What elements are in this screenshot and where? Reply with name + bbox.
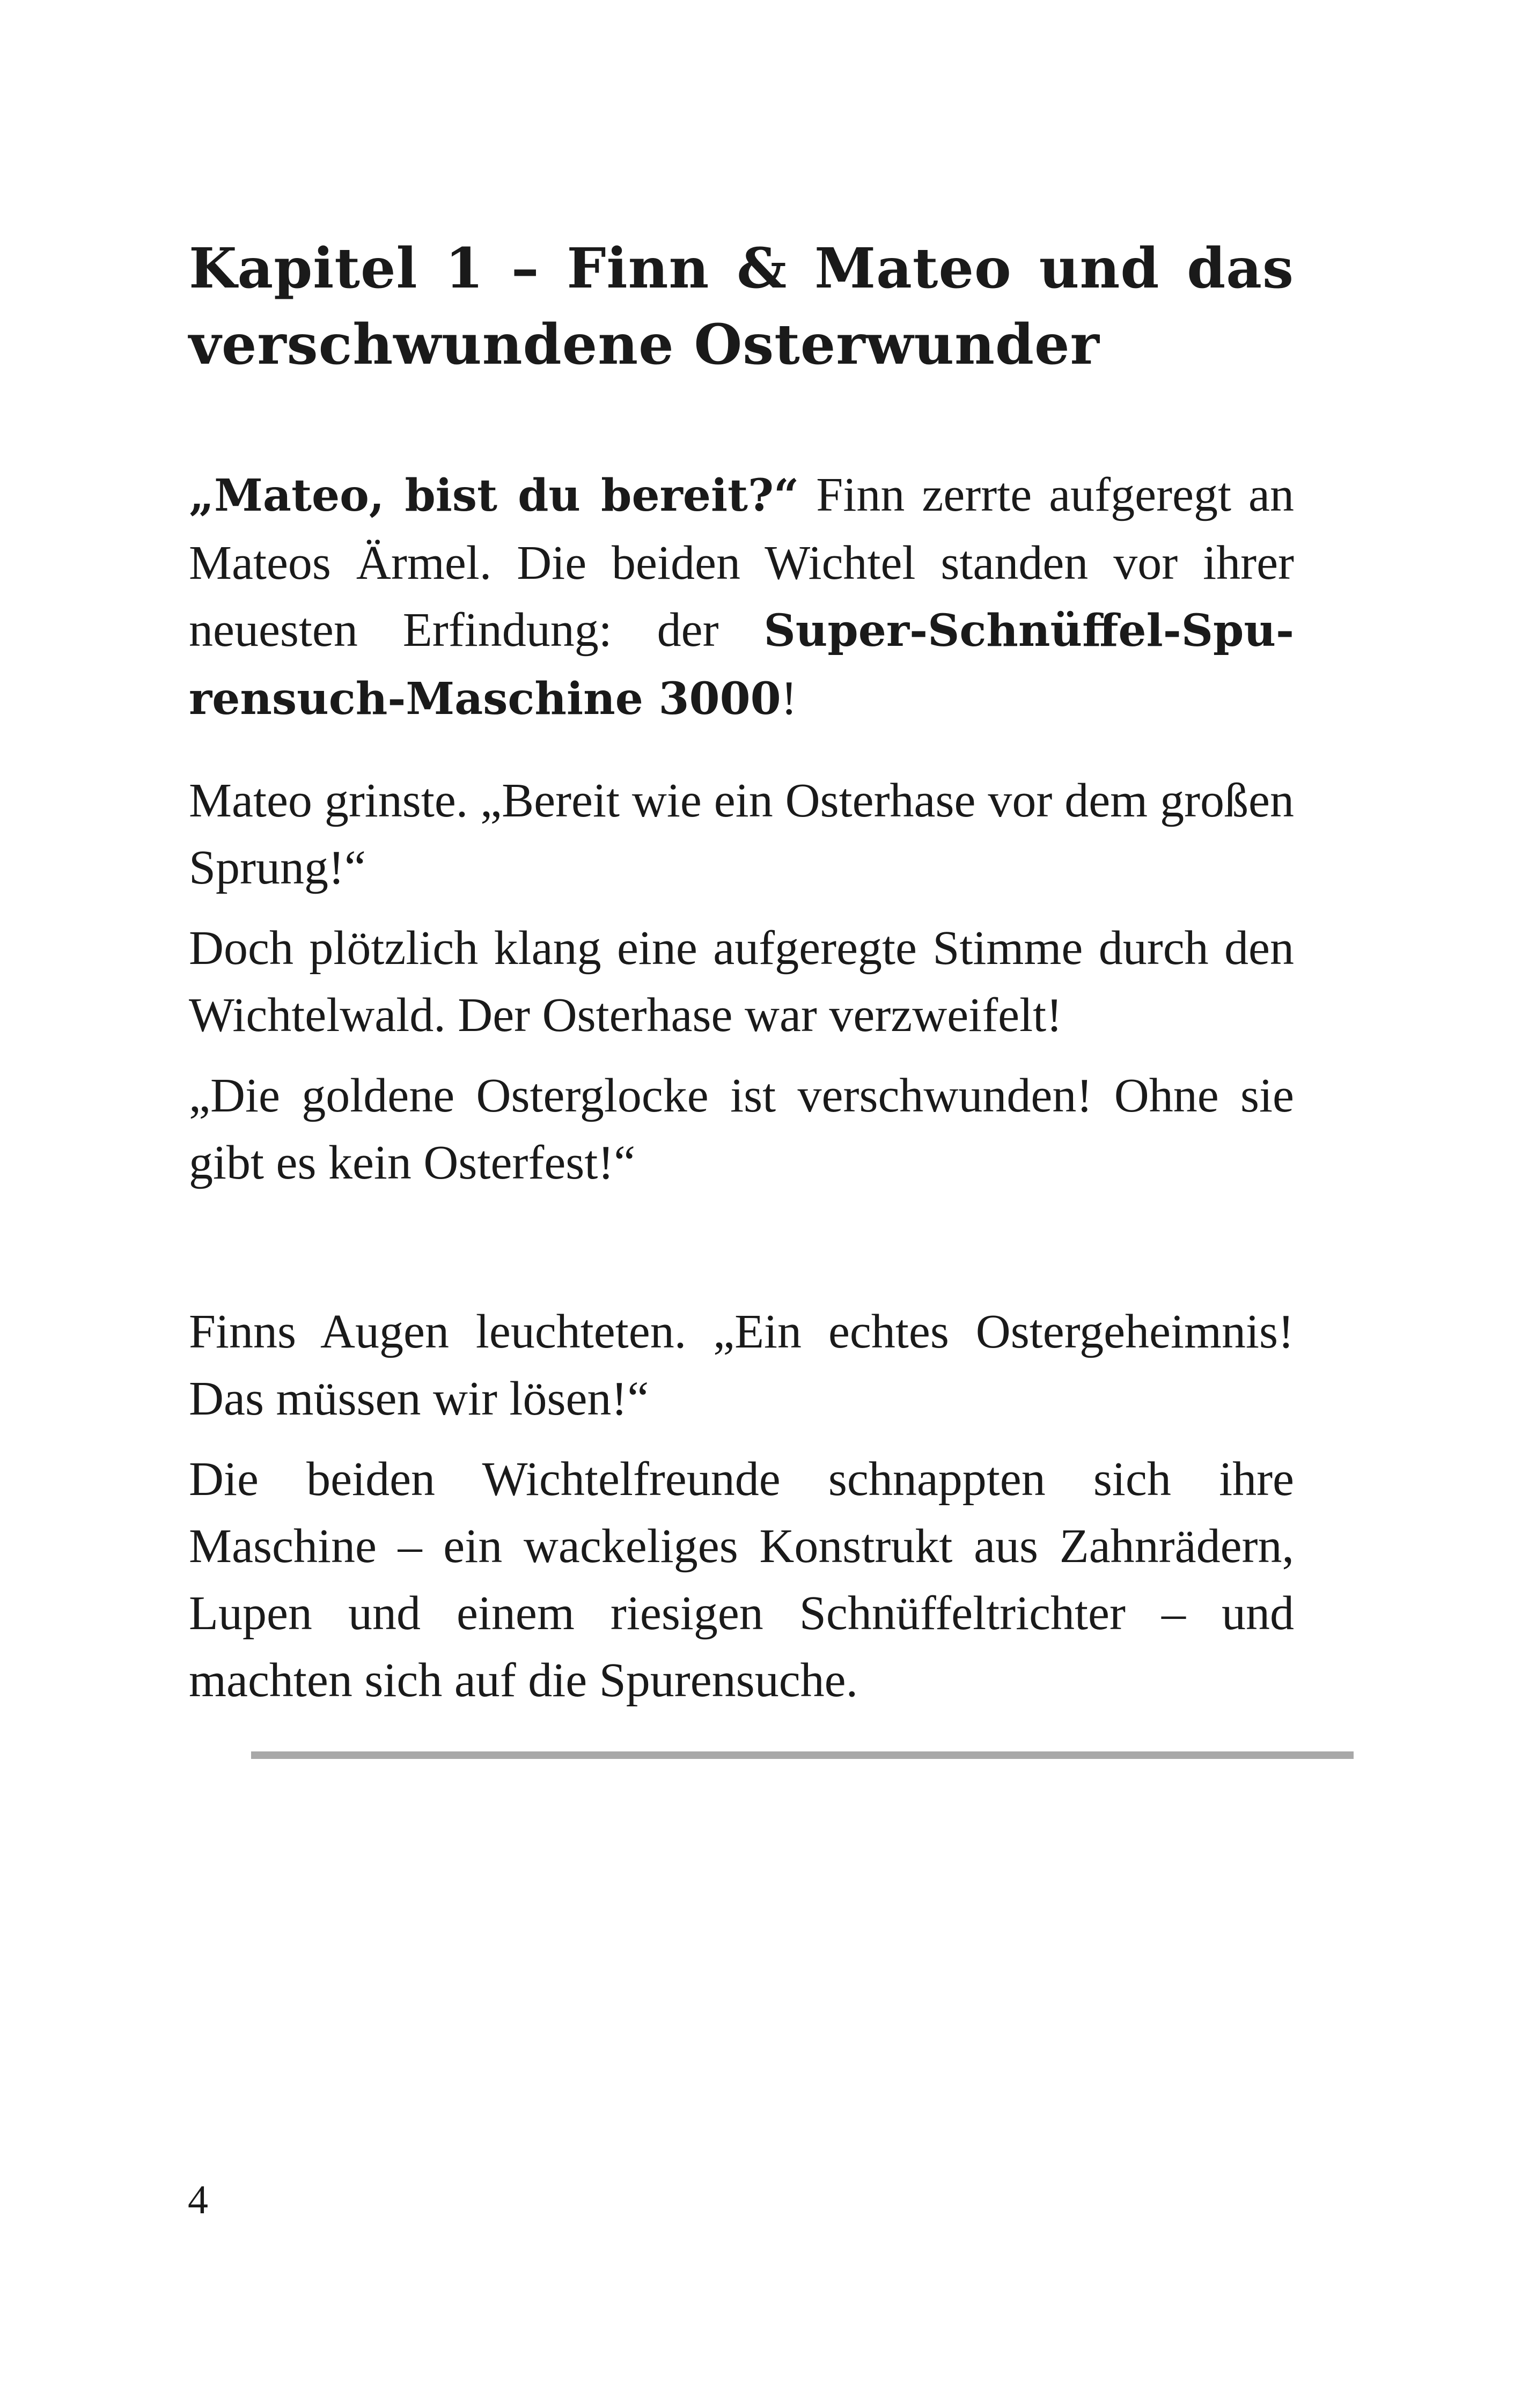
page-number: 4: [188, 2177, 208, 2222]
paragraph-mateo-grins: Mateo grinste. „Bereit wie ein Osterhase vor dem großen Sprung!“: [189, 774, 1294, 894]
chapter-title: Kapitel 1 – Finn & Mateo und das verschwundene Osterwunder: [189, 236, 1294, 377]
opening-quote: „Mateo, bist du bereit?“: [189, 470, 799, 521]
paragraph-voice: Doch plötzlich klang eine aufgeregte Stimme durch den Wichtelwald. Der Osterhase war verzweifelt!: [189, 922, 1294, 1042]
paragraph-osterglocke: „Die goldene Osterglocke ist verschwunden! Ohne sie gibt es kein Osterfest!“: [189, 1069, 1294, 1189]
machine-name: Super-Schnüffel-Spurensuch-Maschine 3000: [189, 605, 1294, 725]
paragraph-spurensuche: Die beiden Wichtelfreunde schnappten sich ihre Maschine – ein wackeliges Konstrukt aus Zahnrädern, Lupen und einem riesigen Schnüffeltrichter – und machten sich auf die Spurensuche.: [189, 1453, 1294, 1707]
paragraph-intro: [189, 461, 1294, 733]
section-divider: [251, 1751, 1354, 1759]
paragraph-finn-eyes: Finns Augen leuchteten. „Ein echtes Ostergeheimnis! Das müssen wir lösen!“: [189, 1305, 1294, 1425]
paragraph-intro-text: Finn zerrte aufgeregt an Mateos Ärmel. Die beiden Wichtel standen vor ihrer neuesten Erfindung: der: [189, 468, 1295, 657]
paragraph-intro-end: !: [781, 672, 797, 725]
